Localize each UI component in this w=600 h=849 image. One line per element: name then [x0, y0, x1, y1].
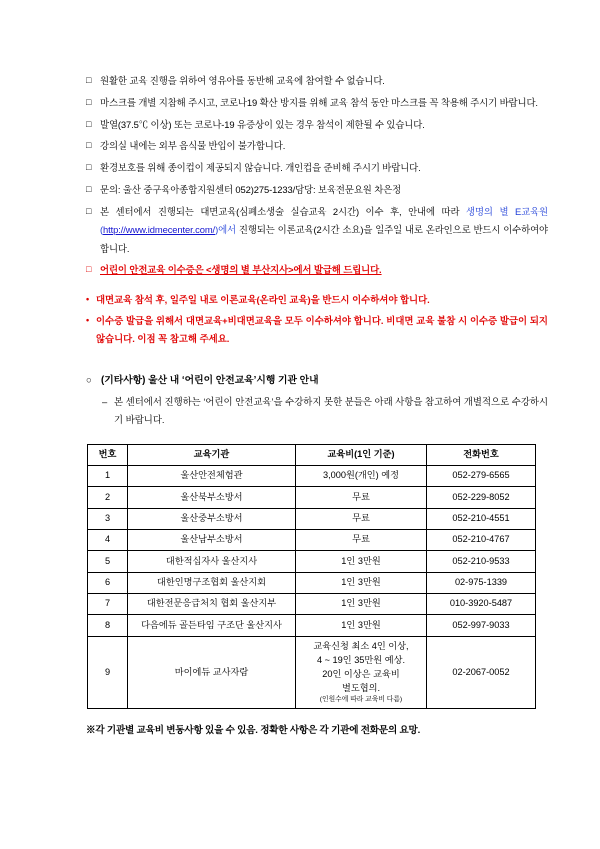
- notice-item: [86, 72, 548, 90]
- notice-item: [86, 94, 548, 112]
- cell-no: 3: [88, 508, 128, 529]
- idmecenter-link[interactable]: http://www.idmecenter.com/: [103, 224, 216, 236]
- cell-no: 6: [88, 572, 128, 593]
- notice-item-text: 발열(37.5℃ 이상) 또는 코로나-19 유증상이 있는 경우 참석이 제한될 수 있습니다.: [100, 118, 425, 130]
- notice-item: [86, 159, 548, 177]
- table-footnote: ※각 기관별 교육비 변동사항 있을 수 있음. 정확한 사항은 각 기관에 전화문의 요망.: [86, 725, 421, 737]
- cell-fee: 무료: [296, 508, 427, 529]
- cell-fee: 무료: [296, 487, 427, 508]
- cell-phone: 052-210-4551: [427, 508, 536, 529]
- cell-no: 4: [88, 529, 128, 550]
- cell-no: 8: [88, 615, 128, 636]
- elearning-part2: 진행되는 이론교육(2시간 소요)을 일주일 내로 온라인으로 반드시 이수하여야 합니다.: [100, 224, 548, 254]
- notice-item-text: 문의: 울산 중구육아종합지원센터 052)275-1233/담당: 보육전문요원 차은정: [100, 184, 402, 196]
- notice-item: [86, 137, 548, 155]
- document-content: [86, 72, 548, 736]
- table-header-row: [88, 444, 536, 465]
- cell-org: 대한인명구조협회 울산지회: [128, 572, 296, 593]
- notice-item-text: 원활한 교육 진행을 위하여 영유아를 동반해 교육에 참여할 수 없습니다.: [100, 75, 385, 86]
- cell-phone: 02-2067-0052: [427, 636, 536, 709]
- checkbox-icon: □: [86, 264, 92, 275]
- table-header-org: 교육기관: [128, 444, 296, 465]
- cell-fee: 1인 3만원: [296, 593, 427, 614]
- notice-item-contact: [86, 181, 548, 199]
- other-section-title: (기타사항) 울산 내 ‘어린이 안전교육’시행 기관 안내: [101, 375, 319, 387]
- red-note-text: 대면교육 참석 후, 일주일 내로 이론교육(온라인 교육)을 반드시 이수하셔야 합니다.: [96, 294, 430, 306]
- cell-no: 1: [88, 465, 128, 486]
- fee-line: 20인 이상은 교육비: [322, 668, 400, 679]
- notice-item-elearning: [86, 203, 548, 258]
- checkbox-icon: □: [86, 118, 92, 129]
- table-row: [88, 572, 536, 593]
- certificate-text: 어린이 안전교육 이수증은 <생명의 별 부산지사>에서 발급해 드립니다.: [100, 264, 382, 276]
- cell-org: 울산중부소방서: [128, 508, 296, 529]
- cell-no: 9: [88, 636, 128, 709]
- checkbox-icon: □: [86, 205, 92, 216]
- table-header-fee: 교육비(1인 기준): [296, 444, 427, 465]
- elearning-part1: 본 센터에서 진행되는 대면교육(심폐소생술 실습교육 2시간) 이수 후, 안내에 따라: [100, 205, 467, 217]
- checkbox-icon: □: [86, 75, 92, 85]
- checkbox-icon: □: [86, 96, 92, 107]
- other-section-heading: [86, 372, 548, 391]
- cell-fee: 무료: [296, 529, 427, 550]
- cell-org: 울산남부소방서: [128, 529, 296, 550]
- fee-line: 교육신청 최소 4인 이상,: [313, 641, 409, 652]
- other-section-note-text: 본 센터에서 진행하는 ‘어린이 안전교육’을 수강하지 못한 분들은 아래 사항을 참고하여 개별적으로 수강하시기 바랍니다.: [114, 395, 548, 426]
- cell-no: 5: [88, 551, 128, 572]
- table-header-no: 번호: [88, 444, 128, 465]
- table-row: [88, 465, 536, 486]
- other-section-note: [102, 393, 548, 430]
- table-row: [88, 593, 536, 614]
- cell-phone: 052-210-9533: [427, 551, 536, 572]
- checkbox-icon: □: [86, 162, 92, 173]
- checkbox-icon: □: [86, 184, 92, 195]
- elearning-link-prefix: 생명의 별 E교육원(: [100, 205, 549, 236]
- cell-fee-multiline: [296, 636, 427, 709]
- cell-no: 2: [88, 487, 128, 508]
- red-note: [86, 291, 548, 309]
- cell-org: 마이에듀 교사자람: [128, 636, 296, 709]
- dash-bullet-icon: –: [102, 395, 108, 407]
- table-row: [88, 508, 536, 529]
- circle-bullet-icon: ○: [86, 375, 92, 387]
- bullet-dot-icon: •: [86, 314, 90, 325]
- cell-phone: 052-279-6565: [427, 465, 536, 486]
- cell-org: 울산안전체험관: [128, 465, 296, 486]
- cell-org: 대한적십자사 울산지사: [128, 551, 296, 572]
- cell-fee: 1인 3만원: [296, 615, 427, 636]
- cell-phone: 010-3920-5487: [427, 593, 536, 614]
- cell-org: 울산북부소방서: [128, 487, 296, 508]
- red-note-text: 이수증 발급을 위해서 대면교육+비대면교육을 모두 이수하셔야 합니다. 비대면 교육 불참 시 이수증 발급이 되지 않습니다. 이점 꼭 참고해 주세요.: [96, 314, 548, 344]
- institutions-table: [87, 444, 536, 710]
- notice-item-text: 강의실 내에는 외부 음식물 반입이 불가합니다.: [100, 140, 286, 152]
- cell-phone: 052-997-9033: [427, 615, 536, 636]
- table-row: [88, 529, 536, 550]
- cell-fee: 1인 3만원: [296, 572, 427, 593]
- notice-item-text: 환경보호를 위해 종이컵이 제공되지 않습니다. 개인컵을 준비해 주시기 바랍니다.: [100, 162, 421, 174]
- fee-note: (인원수에 따라 교육비 다름): [319, 696, 403, 704]
- table-header-phone: 전화번호: [427, 444, 536, 465]
- cell-no: 7: [88, 593, 128, 614]
- fee-line: 별도협의.: [341, 682, 381, 693]
- fee-line: 4 ~ 19인 35만원 예상.: [316, 654, 406, 665]
- bullet-dot-icon: •: [86, 294, 90, 305]
- cell-org: 다음에듀 골든타임 구조단 울산지사: [128, 615, 296, 636]
- table-row: [88, 551, 536, 572]
- red-note: [86, 312, 548, 349]
- cell-phone: 052-210-4767: [427, 529, 536, 550]
- elearning-link-suffix: )에서: [215, 224, 239, 236]
- notice-item-certificate: [86, 261, 548, 279]
- table-row: [88, 615, 536, 636]
- table-row: [88, 487, 536, 508]
- elearning-text: [100, 203, 548, 258]
- checkbox-icon: □: [86, 140, 92, 151]
- notice-item-text: 마스크를 개별 지참해 주시고, 코로나19 확산 방지를 위해 교육 참석 동안 마스크를 꼭 착용해 주시기 바랍니다.: [100, 96, 538, 108]
- cell-fee: 1인 3만원: [296, 551, 427, 572]
- cell-org: 대한전문응급처치 협회 울산지부: [128, 593, 296, 614]
- notice-item: [86, 116, 548, 134]
- cell-phone: 02-975-1339: [427, 572, 536, 593]
- cell-phone: 052-229-8052: [427, 487, 536, 508]
- cell-fee: 3,000원(개인) 예정: [296, 465, 427, 486]
- table-row: [88, 636, 536, 709]
